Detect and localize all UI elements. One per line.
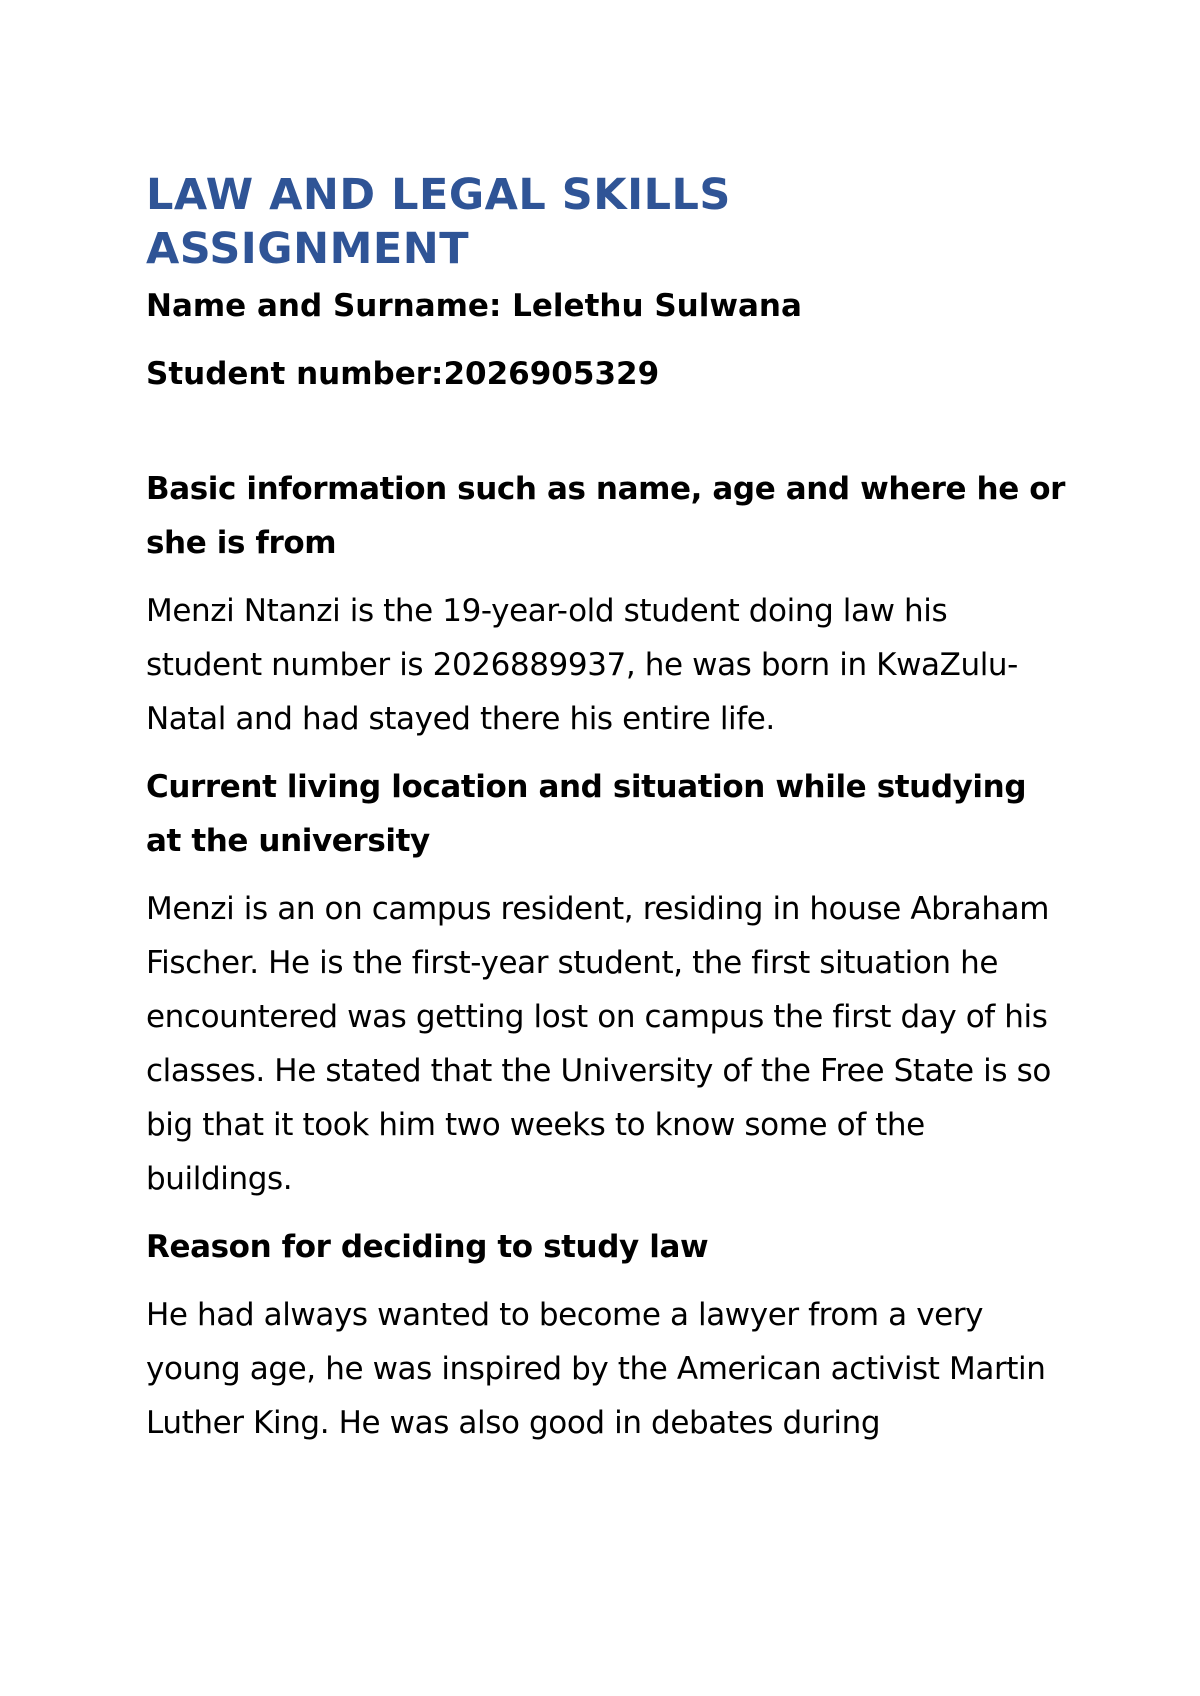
- section-heading-reason-law: Reason for deciding to study law: [146, 1229, 709, 1265]
- spacer: [146, 394, 1066, 462]
- section-heading-basic-info: Basic information such as name, age and where he or she is from: [146, 471, 1066, 561]
- document-content: [146, 168, 1066, 1464]
- student-number: Student number:2026905329: [146, 356, 660, 392]
- section-body-basic-info: Menzi Ntanzi is the 19-year-old student doing law his student number is 2026889937, he was born in KwaZulu-Natal and had stayed there his entire life.: [146, 593, 1018, 737]
- section-body-living-location: Menzi is an on campus resident, residing in house Abraham Fischer. He is the first-year student, the first situation he encountered was getting lost on campus the first day of his classes. He stated that the University of the Free State is so big that it took him two weeks to know some of the buildings.: [146, 891, 1051, 1197]
- document-title: LAW AND LEGAL SKILLS ASSIGNMENT: [146, 170, 731, 274]
- section-body-reason-law: He had always wanted to become a lawyer from a very young age, he was inspired by the American activist Martin Luther King. He was also good in debates during: [146, 1297, 1046, 1441]
- section-heading-living-location: Current living location and situation while studying at the university: [146, 769, 1027, 859]
- name-and-surname: Name and Surname: Lelethu Sulwana: [146, 288, 802, 324]
